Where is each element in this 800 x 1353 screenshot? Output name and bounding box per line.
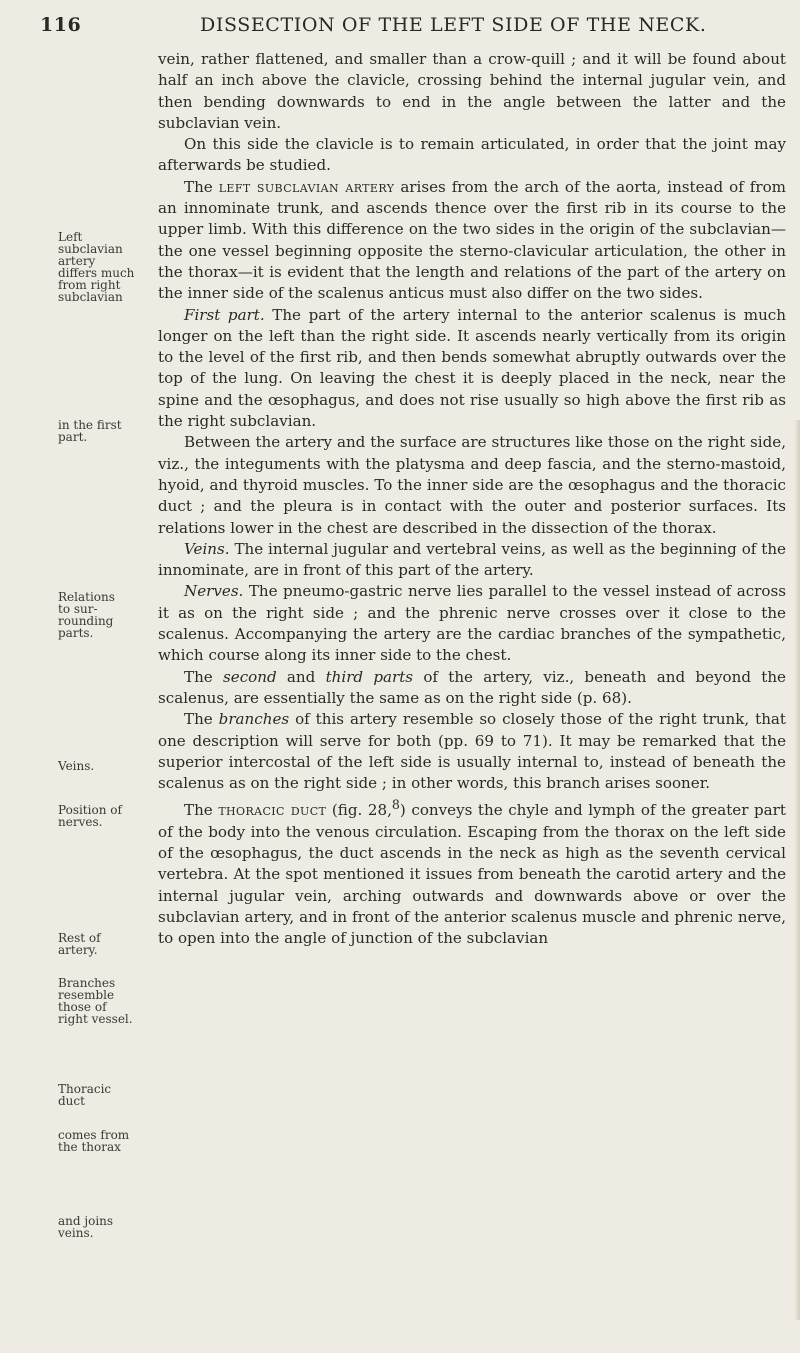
section-term: third parts	[325, 667, 414, 686]
margin-note: Thoracic duct	[58, 1082, 112, 1108]
margin-note: Position of nerves.	[58, 803, 122, 829]
margin-note: Branches resemble those of right vessel.	[58, 976, 133, 1026]
page-edge-shadow	[794, 420, 800, 1320]
paragraph: First part. The part of the artery internal to the anterior scalenus is much longer on the left than the right side. It ascends nearly vertically from its origin to the level of the first rib, and then bends somewhat abruptly outwards over the top of the lung. On leaving the chest it is deeply placed in the neck, near the spine and the œsophagus, and does not rise usually so high above the first rib as the right subclavian.	[158, 305, 786, 431]
margin-note: in the first part.	[58, 418, 122, 444]
paragraph: Veins. The internal jugular and vertebral veins, as well as the beginning of the innominate, are in front of this part of the artery.	[158, 539, 786, 580]
margin-note: and joins veins.	[58, 1214, 114, 1240]
page-number: 116	[40, 14, 82, 36]
margin-note: Relations to sur- rounding parts.	[58, 590, 115, 640]
section-term: Nerves.	[184, 582, 244, 601]
page-header	[40, 8, 800, 48]
paragraph: Nerves. The pneumo-gastric nerve lies parallel to the vessel instead of across it as on the right side ; and the phrenic nerve crosses over it close to the scalenus. Accompanying the artery are the cardiac branches of the sympathetic, which course along its inner side to the chest.	[158, 582, 786, 665]
margin-note: comes from the thorax	[58, 1128, 130, 1154]
paragraph: The second and third parts of the artery, viz., beneath and beyond the scalenus, are essentially the same as on the right side (p. 68).	[158, 667, 786, 707]
body-text	[158, 49, 786, 950]
figure-reference: 8	[391, 797, 400, 813]
running-title: DISSECTION OF THE LEFT SIDE OF THE NECK.	[200, 14, 707, 36]
paragraph: The branches of this artery resemble so closely those of the right trunk, that one description will serve for both (pp. 69 to 71). It may be remarked that the superior intercostal of the left side is usually internal to, instead of beneath the scalenus as on the right side ; in other words, this branch arises sooner.	[158, 710, 786, 793]
paragraph: The thoracic duct (fig. 28,$^8$) conveys the chyle and lymph of the greater part of the body into the venous circulation. Escaping from the thorax on the left side of the œsophagus, the duct ascends in the neck as high as the seventh cervical vertebra. At the spot mentioned it issues from beneath the carotid artery and the internal jugular vein, arching outwards and downwards above or over the subclavian artery, and in front of the anterior scalenus muscle and phrenic nerve, to open into the angle of junction of the subclavian	[158, 797, 786, 948]
section-term: Veins.	[184, 539, 230, 558]
paragraph: The left subclavian artery arises from the arch of the aorta, instead of from an innominate trunk, and ascends thence over the first rib in its course to the upper limb. With this difference on the two sides in the origin of the subclavian—the one vessel beginning opposite the sterno-clavicular articulation, the other in the thorax—it is evident that the length and relations of the part of the artery on the inner side of the scalenus anticus must also differ on the two sides.	[158, 177, 786, 303]
section-term: First part.	[184, 305, 265, 324]
paragraph: Between the artery and the surface are structures like those on the right side, viz., the integuments with the platysma and deep fascia, and the sterno-mastoid, hyoid, and thyroid muscles. To the inner side are the œsophagus and the thoracic duct ; and the pleura is in contact with the outer and posterior surfaces. Its relations lower in the chest are described in the dissection of the thorax.	[158, 433, 786, 537]
section-term: second	[223, 667, 277, 686]
section-term: thoracic duct	[218, 801, 327, 820]
section-term: left subclavian artery	[218, 177, 395, 196]
section-term: branches	[218, 710, 290, 729]
paragraph: vein, rather flattened, and smaller than a crow-quill ; and it will be found about half an inch above the clavicle, crossing behind the internal jugular vein, and then bending downwards to end in the angle between the latter and the subclavian vein.	[158, 50, 786, 132]
margin-note: Veins.	[58, 759, 95, 773]
margin-notes	[58, 0, 146, 1353]
margin-note: Left subclavian artery differs much from right subclavian	[58, 230, 135, 304]
paragraph: On this side the clavicle is to remain articulated, in order that the joint may afterwards be studied.	[158, 135, 786, 175]
margin-note: Rest of artery.	[58, 931, 101, 957]
